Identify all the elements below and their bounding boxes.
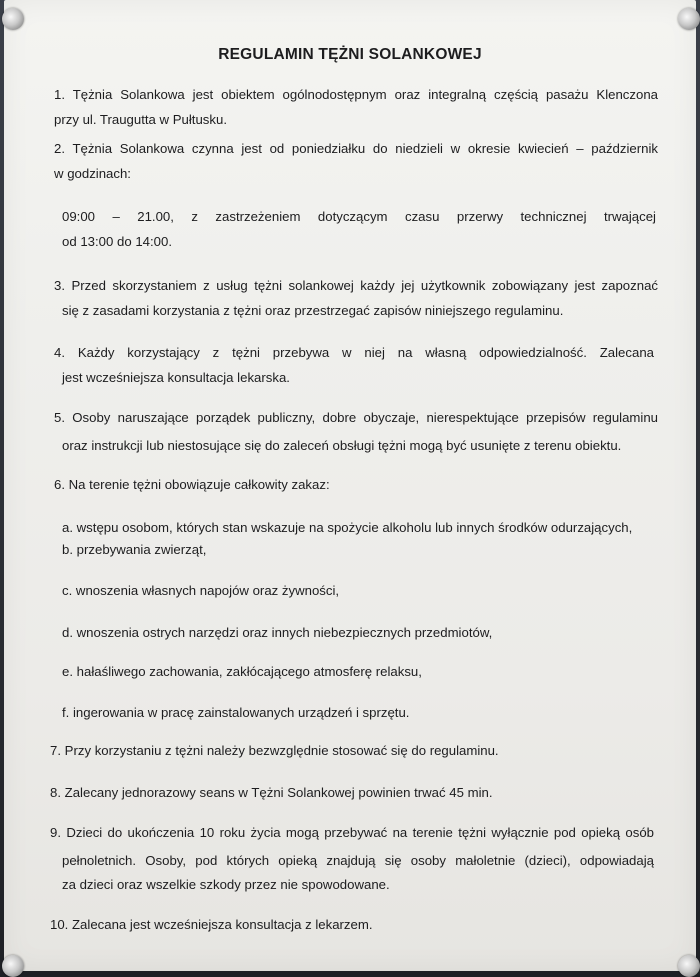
- mounting-screw-icon: [2, 8, 24, 30]
- rule-4-line-2: jest wcześniejsza konsultacja lekarska.: [62, 370, 290, 385]
- regulation-sheet: [4, 0, 696, 971]
- rule-5-line-2: oraz instrukcji lub niestosujące się do zaleceń obsługi tężni mogą być usunięte z terenu obiektu.: [62, 438, 622, 453]
- rule-6-item-f: f. ingerowania w pracę zainstalowanych urządzeń i sprzętu.: [62, 705, 410, 720]
- rule-6-item-a: a. wstępu osobom, których stan wskazuje na spożycie alkoholu lub innych środków odurzających,: [62, 520, 633, 535]
- rule-4-line-1: 4. Każdy korzystający z tężni przebywa w niej na własną odpowiedzialność. Zalecana: [54, 345, 654, 360]
- rule-1-line-2: przy ul. Traugutta w Pułtusku.: [54, 112, 227, 127]
- mounting-screw-icon: [2, 955, 24, 977]
- rule-8: 8. Zalecany jednorazowy seans w Tężni Solankowej powinien trwać 45 min.: [50, 785, 493, 800]
- rule-3-line-1: 3. Przed skorzystaniem z usług tężni solankowej każdy jej użytkownik zobowiązany jest zapoznać: [54, 278, 658, 293]
- rule-2-line-2: w godzinach:: [54, 166, 131, 181]
- mounting-screw-icon: [678, 8, 700, 30]
- rule-10: 10. Zalecana jest wcześniejsza konsultacja z lekarzem.: [50, 917, 373, 932]
- opening-hours-line-1: 09:00 – 21.00, z zastrzeżeniem dotyczącym czasu przerwy technicznej trwającej: [62, 209, 656, 224]
- rule-5-line-1: 5. Osoby naruszające porządek publiczny, dobre obyczaje, nierespektujące przepisów regulaminu: [54, 410, 658, 425]
- opening-hours-line-2: od 13:00 do 14:00.: [62, 234, 172, 249]
- rule-3-line-2: się z zasadami korzystania z tężni oraz przestrzegać zapisów niniejszego regulaminu.: [62, 303, 564, 318]
- rule-9-line-1: 9. Dzieci do ukończenia 10 roku życia mogą przebywać na terenie tężni wyłącznie pod opieką osób: [50, 825, 654, 840]
- mounting-screw-icon: [678, 955, 700, 977]
- rule-7: 7. Przy korzystaniu z tężni należy bezwzględnie stosować się do regulaminu.: [50, 743, 499, 758]
- rule-2-line-1: 2. Tężnia Solankowa czynna jest od poniedziałku do niedzieli w okresie kwiecień – październik: [54, 141, 658, 156]
- rule-9-line-3: za dzieci oraz wszelkie szkody przez nie spowodowane.: [62, 877, 390, 892]
- rule-1-line-1: 1. Tężnia Solankowa jest obiektem ogólnodostępnym oraz integralną częścią pasażu Klenczona: [54, 87, 658, 102]
- rule-6-heading: 6. Na terenie tężni obowiązuje całkowity zakaz:: [54, 477, 330, 492]
- rule-6-item-b: b. przebywania zwierząt,: [62, 542, 207, 557]
- document-title: REGULAMIN TĘŻNI SOLANKOWEJ: [218, 46, 482, 63]
- rule-6-item-d: d. wnoszenia ostrych narzędzi oraz innych niebezpiecznych przedmiotów,: [62, 625, 493, 640]
- rule-6-item-e: e. hałaśliwego zachowania, zakłócającego atmosferę relaksu,: [62, 664, 422, 679]
- rule-6-item-c: c. wnoszenia własnych napojów oraz żywności,: [62, 583, 340, 598]
- rule-9-line-2: pełnoletnich. Osoby, pod których opieką znajdują się osoby małoletnie (dzieci), odpowiadają: [62, 853, 654, 868]
